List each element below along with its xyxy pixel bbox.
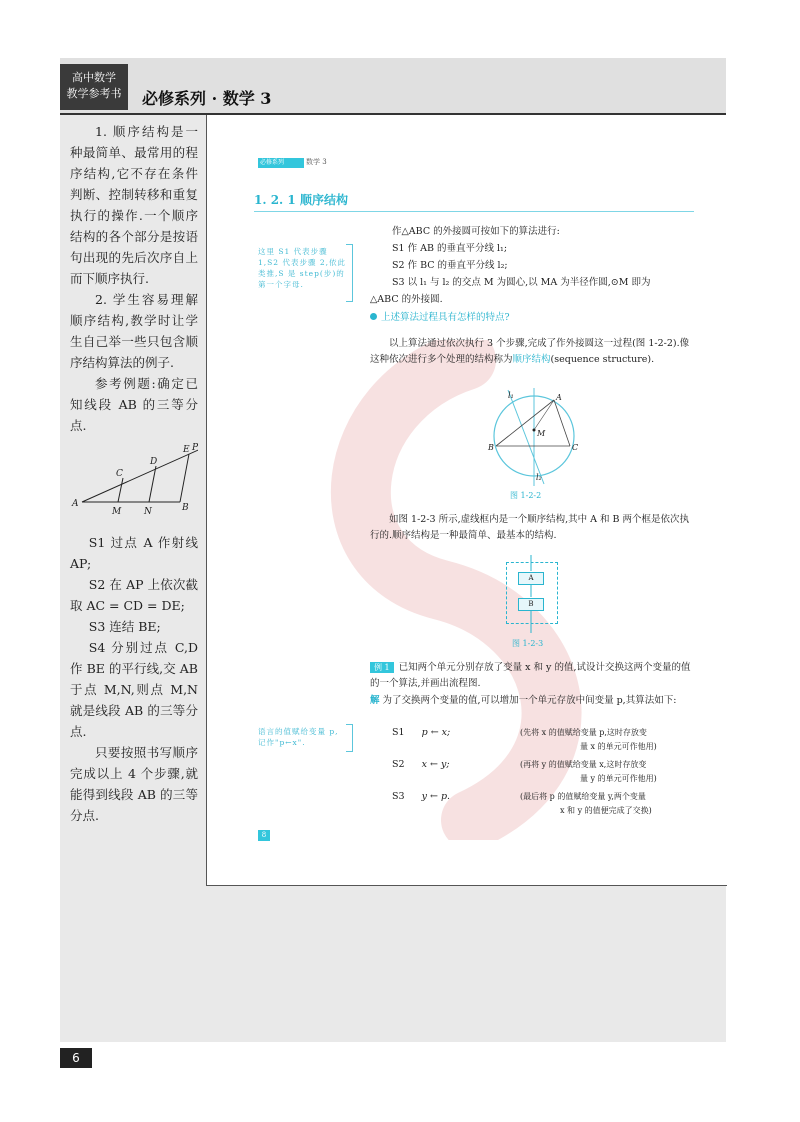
circ-label-l2: l₂ <box>536 473 542 482</box>
textbook-subject: 数学 3 <box>306 158 327 166</box>
circ-label-B: B <box>488 443 494 452</box>
header-title: 必修系列 · 数学 3 <box>142 89 272 108</box>
textbook-tag: 必修系列 <box>258 158 304 168</box>
margin-paragraph-4: 只要按照书写顺序完成以上 4 个步骤,就能得到线段 AB 的三等分点. <box>70 745 198 823</box>
flow-label-a: A <box>528 574 534 582</box>
page-header <box>60 58 726 115</box>
step-1: S1 作 AB 的垂直平分线 l₁; <box>392 243 508 254</box>
algo-step-1-label: S1 <box>392 727 405 738</box>
algo-step-2-expr: x ← y; <box>421 759 450 770</box>
algo-step-2-comment <box>520 758 700 786</box>
algo-step-3-label: S3 <box>392 791 405 802</box>
example-badge: 例 1 <box>370 662 394 673</box>
margin-step-1: S1 过点 A 作射线 AP; <box>70 535 198 571</box>
margin-step-4: S4 分别过点 C,D 作 BE 的平行线,交 AB 于点 M,N,则点 M,N 就是线段 AB 的三等分点. <box>70 640 198 739</box>
algo-step-2-label: S2 <box>392 759 405 770</box>
fig-label-A: A <box>72 499 79 509</box>
algo-step-2-comment-2: 量 y 的单元可作他用) <box>580 774 657 783</box>
margin-paragraph-2: 2. 学生容易理解顺序结构,教学时让学生自己举一些只包含顺序结构算法的例子. <box>70 292 198 370</box>
margin-paragraph-3: 参考例题:确定已知线段 AB 的三等分点. <box>70 376 198 433</box>
series-badge <box>60 64 128 110</box>
margin-step-3: S3 连结 BE; <box>88 619 161 634</box>
algo-step-3-expr: y ← p. <box>421 791 451 802</box>
bullet-icon <box>370 313 377 320</box>
textbook-page-number: 8 <box>258 830 270 841</box>
step-2: S2 作 BC 的垂直平分线 l₂; <box>392 260 508 271</box>
paragraph-2: 如图 1-2-3 所示,虚线框内是一个顺序结构,其中 A 和 B 两个框是依次执行的.顺序结构是一种最简单、最基本的结构. <box>370 514 690 541</box>
solution-label: 解 <box>370 695 380 706</box>
margin-paragraph-1: 1. 顺序结构是一种最简单、最常用的程序结构,它不存在条件判断、控制转移和重复执行的操作.一个顺序结构的各个部分是按语句出现的先后次序自上而下顺序执行. <box>70 124 198 286</box>
step-3-cont: △ABC 的外接圆. <box>370 294 443 305</box>
paragraph-1-b: (sequence structure). <box>550 354 655 365</box>
side-note-steps: 这里 S1 代表步骤 1,S2 代表步骤 2,依此类推,S 是 step(步)的第一个字母. <box>258 247 346 289</box>
fig-label-D: D <box>150 457 158 467</box>
circ-label-l1: l₁ <box>508 391 514 400</box>
side-note-brace <box>346 244 353 302</box>
algo-step-1-expr: p ← x; <box>421 727 451 738</box>
circ-label-C: C <box>572 443 579 452</box>
flow-label-b: B <box>528 600 534 608</box>
question-text: 上述算法过程具有怎样的特点? <box>381 312 510 323</box>
algo-step-3-comment-2: x 和 y 的值便完成了交换) <box>560 806 652 815</box>
term-sequence-structure: 顺序结构 <box>512 354 551 365</box>
algo-step-1-comment-1: (先将 x 的值赋给变量 p,这时存放变 <box>520 728 647 737</box>
fig-label-P: P <box>192 443 198 453</box>
fig-label-B: B <box>182 503 189 513</box>
example-text: 已知两个单元分别存放了变量 x 和 y 的值,试设计交换这两个变量的值的一个算法,并画出流程图. <box>370 662 691 689</box>
fig-label-E: E <box>183 445 190 455</box>
margin-notes <box>60 115 206 883</box>
section-title: 1. 2. 1 顺序结构 <box>254 193 348 207</box>
figure-1-2-2-caption: 图 1-2-2 <box>510 491 542 500</box>
algo-step-2-comment-1: (再将 y 的值赋给变量 x,这时存放变 <box>520 760 647 769</box>
step-3: S3 以 l₁ 与 l₂ 的交点 M 为圆心,以 MA 为半径作圆,⊙M 即为 <box>392 277 651 288</box>
solution-text: 为了交换两个变量的值,可以增加一个单元存放中间变量 p,其算法如下: <box>382 695 677 706</box>
algo-step-3-comment-1: (最后将 p 的值赋给变量 y,两个变量 <box>520 792 646 801</box>
paragraph-1-a: 以上算法通过依次执行 3 个步骤,完成了作外接圆这一过程(图 1-2-2).像这种依次进行多个处理的结构称为 <box>370 338 690 365</box>
fig-label-M: M <box>112 507 122 517</box>
trisection-figure <box>70 442 198 526</box>
example-1 <box>370 660 694 692</box>
algo-step-2 <box>392 758 450 772</box>
question-line <box>370 310 700 326</box>
algo-step-3-comment <box>520 790 700 818</box>
paragraph-1 <box>370 336 694 368</box>
algo-step-1 <box>392 726 450 740</box>
margin-step-2: S2 在 AP 上依次截取 AC = CD = DE; <box>70 577 198 613</box>
algo-step-1-comment-2: 量 x 的单元可作他用) <box>580 742 657 751</box>
algo-step-3 <box>392 790 450 804</box>
circ-label-A: A <box>556 393 562 402</box>
solution <box>370 693 694 709</box>
circumcircle-figure <box>486 386 606 498</box>
algo-step-1-comment <box>520 726 700 754</box>
fig-label-N: N <box>144 507 152 517</box>
fig-label-C: C <box>116 469 123 479</box>
circ-label-M: M <box>537 429 546 438</box>
badge-line-1: 高中数学 <box>72 71 116 84</box>
flow-arrows <box>526 555 536 635</box>
figure-1-2-3-caption: 图 1-2-3 <box>512 639 544 648</box>
section-divider <box>254 211 694 212</box>
badge-line-2: 教学参考书 <box>66 87 122 100</box>
side-note-brace-2 <box>346 724 353 752</box>
intro-text: 作△ABC 的外接圆可按如下的算法进行: <box>392 226 560 237</box>
page-number: 6 <box>60 1048 92 1068</box>
side-note-assignment: 语言的值赋给变量 p,记作"p←x". <box>258 727 339 747</box>
